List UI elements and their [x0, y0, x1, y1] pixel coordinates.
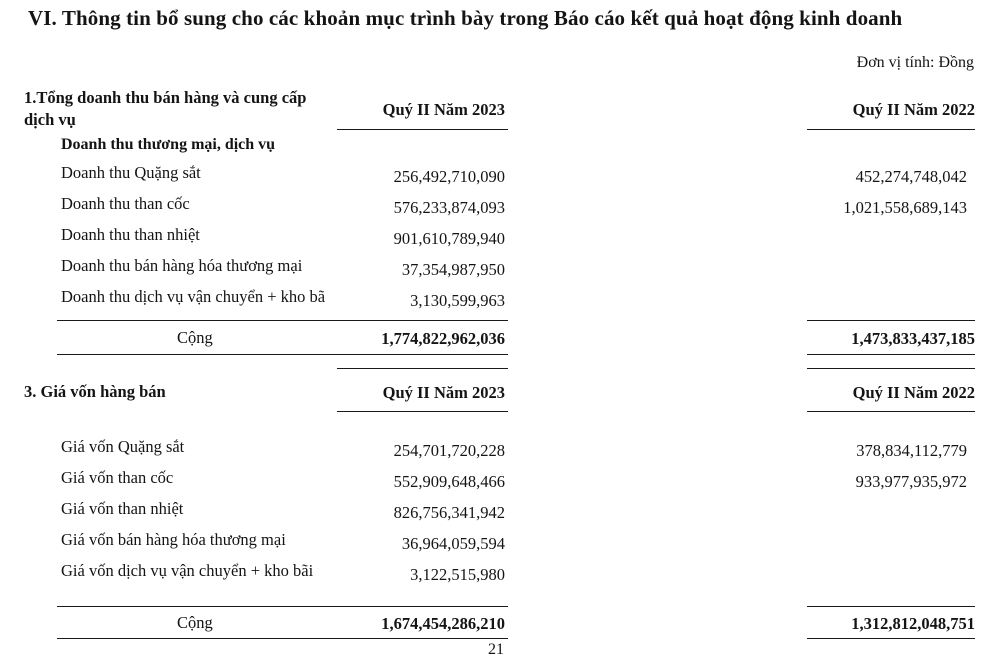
- cogs-col-2023: Quý II Năm 2023: [382, 383, 505, 402]
- revenue-col-2023-underline: [337, 129, 508, 130]
- cogs-row-label: Giá vốn Quặng sắt: [61, 437, 185, 456]
- cogs-total-2022: 1,312,812,048,751: [851, 614, 975, 633]
- revenue-row-2022: 452,274,748,042: [855, 167, 967, 186]
- cogs-col-2022-underline: [807, 411, 975, 412]
- revenue-total-top-rule: [57, 320, 508, 321]
- cogs-col-2022: Quý II Năm 2022: [852, 383, 975, 402]
- revenue-row-label: Doanh thu than nhiệt: [61, 225, 200, 244]
- revenue-subheading: Doanh thu thương mại, dịch vụ: [61, 136, 276, 153]
- revenue-col-2023: Quý II Năm 2023: [382, 100, 505, 119]
- cogs-row-label: Giá vốn bán hàng hóa thương mại: [61, 530, 286, 549]
- revenue-col-2022-underline: [807, 129, 975, 130]
- revenue-row-2023: 576,233,874,093: [393, 198, 505, 217]
- revenue-row-label: Doanh thu Quặng sắt: [61, 163, 201, 182]
- revenue-row-2023: 901,610,789,940: [393, 229, 505, 248]
- cogs-row-2023: 826,756,341,942: [393, 503, 505, 522]
- cogs-col-2023-overline: [337, 368, 508, 369]
- cogs-row-2023: 3,122,515,980: [410, 565, 505, 584]
- cogs-total-top-rule-2022: [807, 606, 975, 607]
- cogs-total-bottom-rule-2022: [807, 638, 975, 639]
- cogs-row-2022: 378,834,112,779: [856, 441, 967, 460]
- revenue-row-2022: 1,021,558,689,143: [843, 198, 967, 217]
- page-number: 21: [488, 641, 504, 658]
- revenue-row-2023: 256,492,710,090: [393, 167, 505, 186]
- revenue-heading: [24, 87, 306, 131]
- cogs-total-top-rule: [57, 606, 508, 607]
- revenue-total-top-rule-2022: [807, 320, 975, 321]
- revenue-row-2023: 37,354,987,950: [401, 260, 505, 279]
- revenue-row-2023: 3,130,599,963: [410, 291, 505, 310]
- cogs-row-2023: 254,701,720,228: [393, 441, 505, 460]
- revenue-heading-line2: dịch vụ: [24, 110, 76, 129]
- revenue-total-bottom-rule-2022: [807, 354, 975, 355]
- revenue-row-label: Doanh thu than cốc: [61, 194, 190, 213]
- cogs-row-label: Giá vốn dịch vụ vận chuyển + kho bãi: [61, 561, 314, 580]
- cogs-col-2022-overline: [807, 368, 975, 369]
- cogs-col-2023-underline: [337, 411, 508, 412]
- cogs-row-label: Giá vốn than cốc: [61, 468, 174, 487]
- cogs-total-label: Cộng: [177, 613, 213, 632]
- revenue-heading-line1: 1.Tổng doanh thu bán hàng và cung cấp: [24, 88, 307, 107]
- revenue-row-label: Doanh thu bán hàng hóa thương mại: [61, 256, 303, 275]
- revenue-total-bottom-rule: [57, 354, 508, 355]
- revenue-row-label: Doanh thu dịch vụ vận chuyển + kho bã: [61, 287, 326, 306]
- section-title: VI. Thông tin bổ sung cho các khoản mục trình bày trong Báo cáo kết quả hoạt động kinh doanh: [28, 6, 903, 30]
- revenue-total-2022: 1,473,833,437,185: [851, 329, 975, 348]
- cogs-row-2022: 933,977,935,972: [855, 472, 967, 491]
- unit-label: Đơn vị tính: Đồng: [856, 54, 974, 71]
- cogs-total-bottom-rule: [57, 638, 508, 639]
- cogs-row-label: Giá vốn than nhiệt: [61, 499, 184, 518]
- cogs-heading: 3. Giá vốn hàng bán: [24, 382, 166, 401]
- cogs-row-2023: 552,909,648,466: [393, 472, 505, 491]
- revenue-total-label: Cộng: [177, 328, 213, 347]
- cogs-row-2023: 36,964,059,594: [401, 534, 505, 553]
- cogs-total-2023: 1,674,454,286,210: [381, 614, 505, 633]
- revenue-total-2023: 1,774,822,962,036: [381, 329, 505, 348]
- revenue-col-2022: Quý II Năm 2022: [852, 100, 975, 119]
